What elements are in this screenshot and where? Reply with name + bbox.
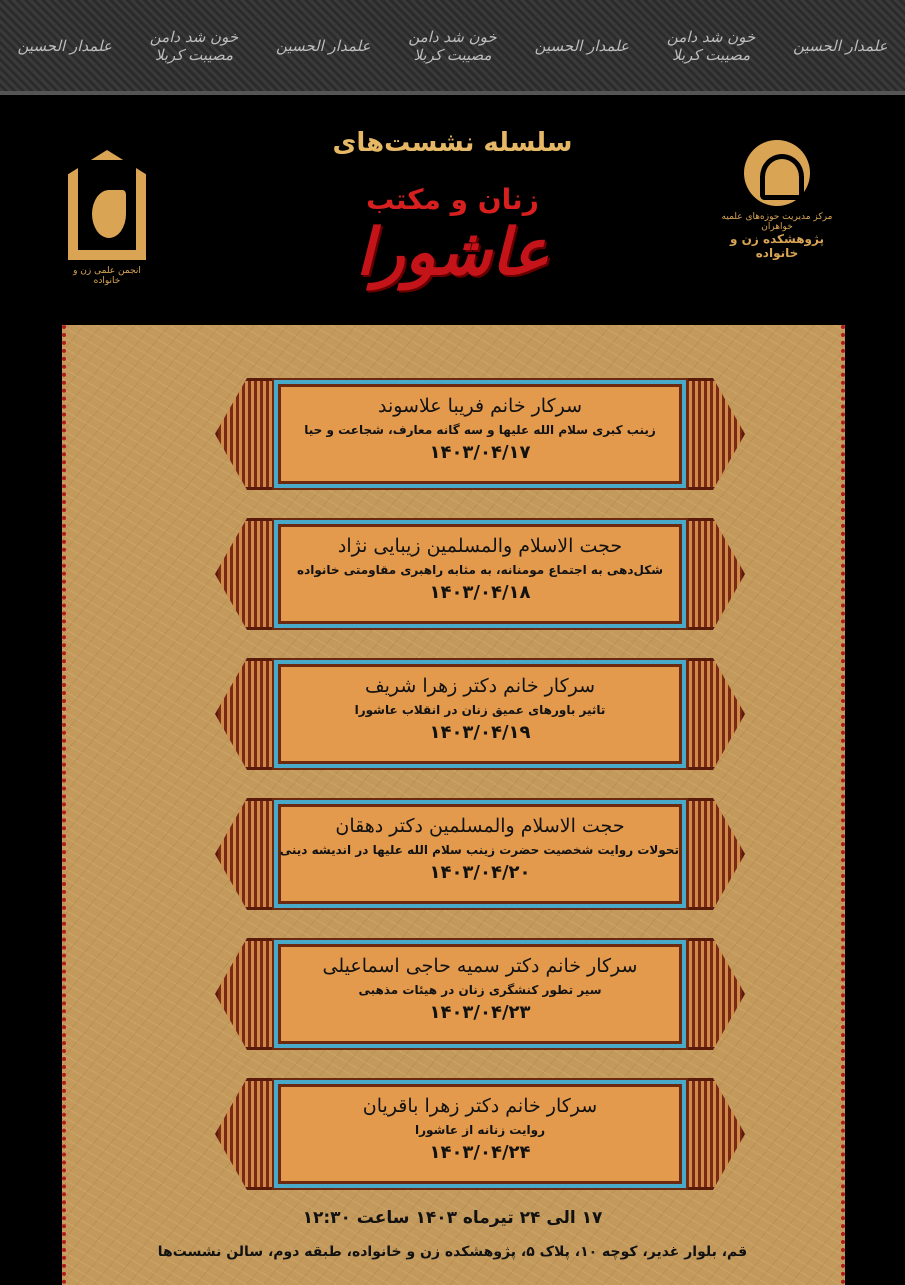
banner-text: علمدار الحسین xyxy=(17,36,112,55)
session-speaker: سرکار خانم دکتر زهرا باقریان xyxy=(362,1095,598,1117)
banner-text: خون شد دامن مصیبت کربلا xyxy=(149,27,239,64)
session-card xyxy=(215,378,745,490)
right-logo-line2: پژوهشکده زن و خانواده xyxy=(730,232,824,260)
session-topic: تاثیر باورهای عمیق زنان در انقلاب عاشورا xyxy=(354,703,606,717)
session-speaker: سرکار خانم فریبا علاسوند xyxy=(377,395,583,417)
session-topic: تحولات روایت شخصیت حضرت زینب سلام الله علیها در اندیشه دینی xyxy=(279,843,679,857)
right-logo-line1: مرکز مدیریت حوزه‌های علمیه خواهران xyxy=(721,212,833,232)
banner-text: علمدار الحسین xyxy=(534,36,629,55)
session-card xyxy=(215,1078,745,1190)
session-box xyxy=(278,1084,682,1184)
session-box xyxy=(278,524,682,624)
session-date: ۱۴۰۳/۰۴/۲۴ xyxy=(429,1142,531,1163)
session-card xyxy=(215,798,745,910)
event-dates-time: ۱۷ الی ۲۴ تیرماه ۱۴۰۳ ساعت ۱۲:۳۰ xyxy=(302,1208,603,1228)
session-speaker: حجت الاسلام والمسلمین زیبایی نژاد xyxy=(337,535,623,557)
subtitle: زنان و مکتب xyxy=(366,183,539,216)
left-logo-text: انجمن علمی زن و خانواده xyxy=(73,266,141,286)
session-speaker: سرکار خانم دکتر سمیه حاجی اسماعیلی xyxy=(322,955,638,977)
session-topic: زینب کبری سلام الله علیها و سه گانه معارف، شجاعت و حیا xyxy=(304,423,656,437)
banner-text: خون شد دامن مصیبت کربلا xyxy=(408,27,497,64)
session-date: ۱۴۰۳/۰۴/۲۰ xyxy=(429,862,531,883)
session-topic: روایت زنانه از عاشورا xyxy=(415,1123,545,1137)
session-speaker: سرکار خانم دکتر زهرا شریف xyxy=(364,675,596,697)
event-address: قم، بلوار غدیر، کوچه ۱۰، پلاک ۵، پژوهشکده زن و خانواده، طبقه دوم، سالن نشست‌ها xyxy=(157,1244,748,1260)
banner-text: علمدار الحسین xyxy=(276,36,371,55)
session-box xyxy=(278,804,682,904)
session-date: ۱۴۰۳/۰۴/۱۸ xyxy=(429,582,531,603)
session-card xyxy=(215,518,745,630)
banner-text: خون شد دامن مصیبت کربلا xyxy=(666,27,756,64)
session-date: ۱۴۰۳/۰۴/۲۳ xyxy=(429,1002,531,1023)
main-title: عاشورا xyxy=(355,215,550,290)
session-box xyxy=(278,944,682,1044)
session-speaker: حجت الاسلام والمسلمین دکتر دهقان xyxy=(335,815,625,837)
series-title: سلسله نشست‌های xyxy=(332,128,573,158)
session-card xyxy=(215,938,745,1050)
session-card xyxy=(215,658,745,770)
session-date: ۱۴۰۳/۰۴/۱۹ xyxy=(429,722,531,743)
session-topic: سیر تطور کنشگری زنان در هیئات مذهبی xyxy=(358,983,602,997)
session-topic: شکل‌دهی به اجتماع مومنانه، به مثابه راهبری مقاومتی خانواده xyxy=(297,563,663,577)
top-calligraphy-banner xyxy=(0,0,905,95)
session-box xyxy=(278,384,682,484)
banner-text: علمدار الحسین xyxy=(793,36,888,55)
session-box xyxy=(278,664,682,764)
session-date: ۱۴۰۳/۰۴/۱۷ xyxy=(429,442,531,463)
